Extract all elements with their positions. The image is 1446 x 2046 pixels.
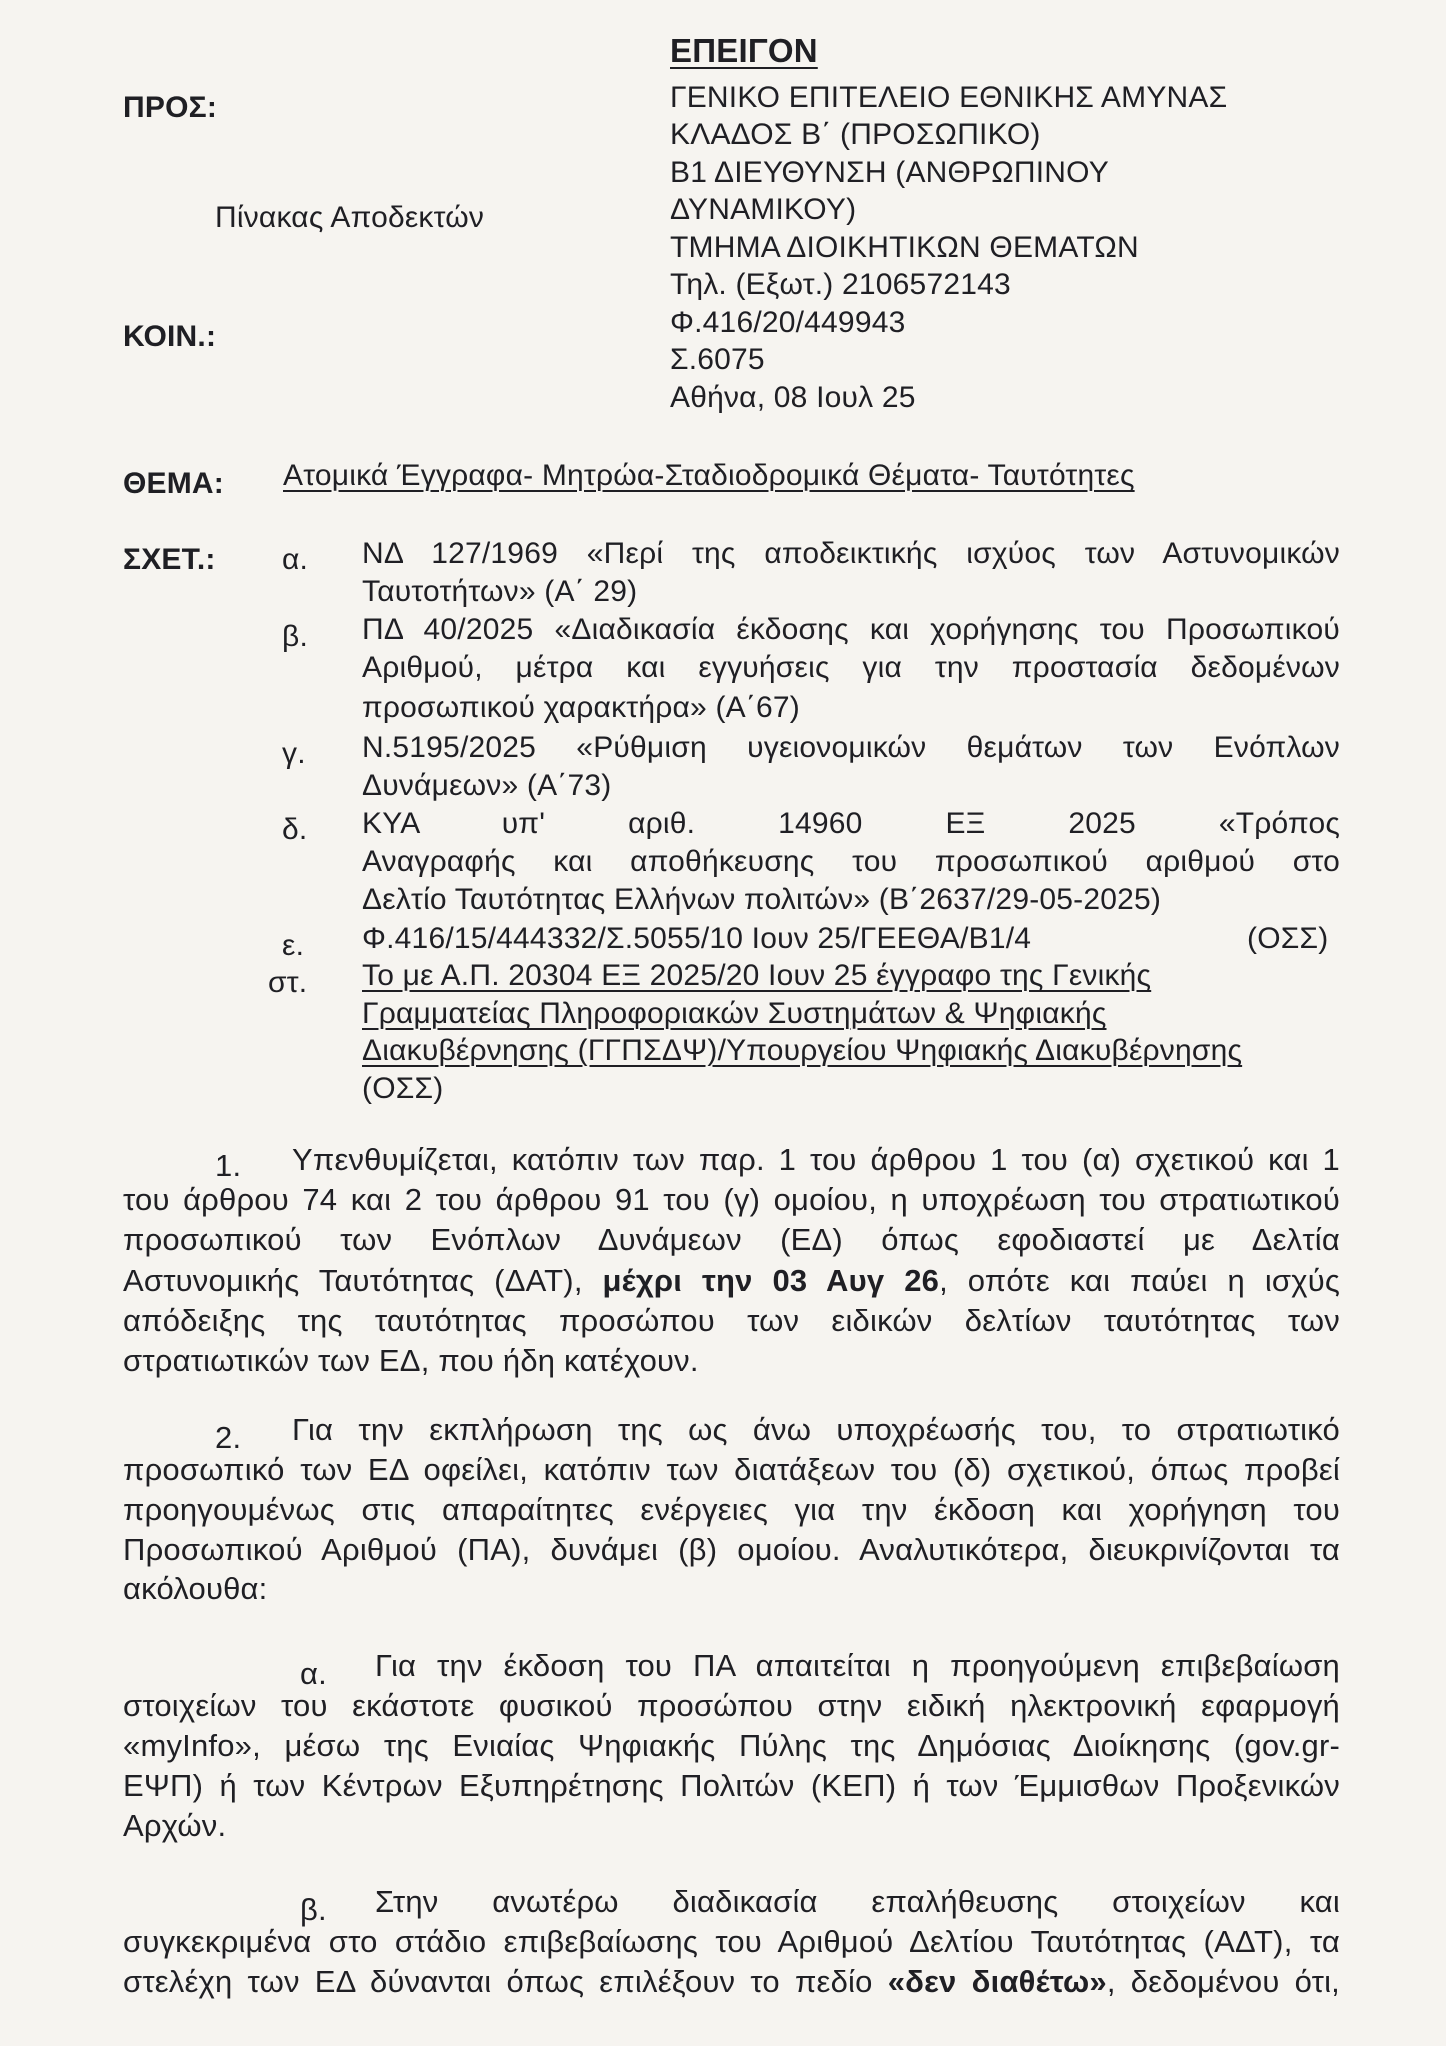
references-label: ΣΧΕΤ.: bbox=[123, 543, 216, 576]
paragraph-text: Αστυνομικής Ταυτότητας (ΔΑΤ), bbox=[123, 1263, 603, 1298]
reference-line: ΠΔ 40/2025 «Διαδικασία έκδοσης και χορήγησης του Προσωπικού bbox=[362, 613, 1340, 646]
reference-line: Ταυτοτήτων» (Α΄ 29) bbox=[362, 575, 638, 608]
paragraph-letter: α. bbox=[300, 1656, 327, 1691]
paragraph-line: Προσωπικού Αριθμού (ΠΑ), δυνάμει (β) ομοίου. Αναλυτικότερα, διευκρινίζονται τα bbox=[123, 1532, 1340, 1567]
sender-phone: Τηλ. (Εξωτ.) 2106572143 bbox=[670, 268, 1011, 301]
sender-line: ΔΥΝΑΜΙΚΟΥ) bbox=[670, 193, 857, 226]
sender-protocol: Σ.6075 bbox=[670, 343, 765, 376]
subject-text: Ατομικά Έγγραφα- Μητρώα-Σταδιοδρομικά Θέματα- Ταυτότητες bbox=[283, 459, 1135, 492]
option-text: «δεν διαθέτω» bbox=[887, 1964, 1107, 1999]
reference-line: Το με Α.Π. 20304 ΕΞ 2025/20 Ιουν 25 έγγραφο της Γενικής bbox=[362, 959, 1152, 992]
reference-letter: δ. bbox=[282, 813, 308, 846]
sender-line: ΚΛΑΔΟΣ Β΄ (ΠΡΟΣΩΠΙΚΟ) bbox=[670, 118, 1041, 151]
reference-letter: ε. bbox=[282, 929, 305, 962]
reference-line: Διακυβέρνησης (ΓΓΠΣΔΨ)/Υπουργείου Ψηφιακής Διακυβέρνησης bbox=[362, 1034, 1243, 1067]
paragraph-line: προσωπικό των ΕΔ οφείλει, κατόπιν των διατάξεων του (δ) σχετικού, όπως προβεί bbox=[123, 1452, 1340, 1487]
reference-line: Δελτίο Ταυτότητας Ελλήνων πολιτών» (Β΄2637/29-05-2025) bbox=[362, 883, 1162, 916]
paragraph-text: , δεδομένου ότι, bbox=[1106, 1964, 1340, 1999]
reference-line: Αριθμού, μέτρα και εγγυήσεις για την προστασία δεδομένων bbox=[362, 651, 1340, 684]
paragraph-number: 2. bbox=[215, 1420, 242, 1455]
paragraph-line: στρατιωτικών των ΕΔ, που ήδη κατέχουν. bbox=[123, 1343, 699, 1378]
sender-date: Αθήνα, 08 Ιουλ 25 bbox=[670, 381, 916, 414]
reference-letter: β. bbox=[282, 620, 308, 653]
reference-line: ΝΔ 127/1969 «Περί της αποδεικτικής ισχύος των Αστυνομικών bbox=[362, 537, 1340, 570]
sender-line: Β1 ΔΙΕΥΘΥΝΣΗ (ΑΝΘΡΩΠΙΝΟΥ bbox=[670, 156, 1109, 189]
sender-line: ΤΜΗΜΑ ΔΙΟΙΚΗΤΙΚΩΝ ΘΕΜΑΤΩΝ bbox=[670, 231, 1139, 264]
paragraph-line bbox=[123, 1964, 1340, 2000]
reference-line: Δυνάμεων» (Α΄73) bbox=[362, 769, 612, 802]
classification-label: ΕΠΕΙΓΟΝ bbox=[670, 32, 818, 69]
reference-line: Γραμματείας Πληροφοριακών Συστημάτων & Ψηφιακής bbox=[362, 997, 1107, 1030]
paragraph-text: , οπότε και παύει η ισχύς bbox=[939, 1263, 1341, 1298]
paragraph-number: 1. bbox=[215, 1148, 242, 1183]
sender-file-number: Φ.416/20/449943 bbox=[670, 306, 906, 339]
paragraph-line: «myInfo», μέσω της Ενιαίας Ψηφιακής Πύλης της Δημόσιας Διοίκησης (gov.gr- bbox=[123, 1728, 1340, 1763]
paragraph-line: Υπενθυμίζεται, κατόπιν των παρ. 1 του άρθρου 1 του (α) σχετικού και 1 bbox=[292, 1142, 1340, 1177]
paragraph-line: Για την έκδοση του ΠΑ απαιτείται η προηγούμενη επιβεβαίωση bbox=[375, 1648, 1340, 1683]
paragraph-text: στελέχη των ΕΔ δύνανται όπως επιλέξουν το πεδίο bbox=[123, 1964, 888, 1999]
paragraph-line: προηγουμένως στις απαραίτητες ενέργειες για την έκδοση και χορήγηση του bbox=[123, 1492, 1340, 1527]
reference-line: Αναγραφής και αποθήκευσης του προσωπικού αριθμού στο bbox=[362, 845, 1340, 878]
paragraph-line: ακόλουθα: bbox=[123, 1571, 268, 1606]
deadline-text: μέχρι την 03 Αυγ 26 bbox=[602, 1263, 940, 1298]
paragraph-line: Αρχών. bbox=[123, 1808, 227, 1843]
recipient-label: ΠΡΟΣ: bbox=[123, 91, 218, 124]
paragraph-line: του άρθρου 74 και 2 του άρθρου 91 του (γ) ομοίου, η υποχρέωση του στρατιωτικού bbox=[123, 1182, 1340, 1217]
reference-letter: γ. bbox=[282, 737, 306, 770]
paragraph-line: Για την εκπλήρωση της ως άνω υποχρέωσής του, το στρατιωτικό bbox=[292, 1412, 1340, 1447]
recipient-value: Πίνακας Αποδεκτών bbox=[215, 201, 485, 234]
sender-line: ΓΕΝΙΚΟ ΕΠΙΤΕΛΕΙΟ ΕΘΝΙΚΗΣ ΑΜΥΝΑΣ bbox=[670, 81, 1228, 114]
reference-line: ΚΥΑ υπ' αριθ. 14960 ΕΞ 2025 «Τρόπος bbox=[362, 807, 1340, 840]
paragraph-line: ΕΨΠ) ή των Κέντρων Εξυπηρέτησης Πολιτών (ΚΕΠ) ή των Έμμισθων Προξενικών bbox=[123, 1768, 1340, 1803]
reference-line: (ΟΣΣ) bbox=[1247, 922, 1329, 955]
reference-letter: στ. bbox=[268, 966, 308, 999]
paragraph-line: Στην ανωτέρω διαδικασία επαλήθευσης στοιχείων και bbox=[375, 1884, 1340, 1919]
paragraph-line: στοιχείων του εκάστοτε φυσικού προσώπου στην ειδική ηλεκτρονική εφαρμογή bbox=[123, 1688, 1340, 1723]
subject-label: ΘΕΜΑ: bbox=[123, 467, 224, 500]
paragraph-line: προσωπικού των Ενόπλων Δυνάμεων (ΕΔ) όπως εφοδιαστεί με Δελτία bbox=[123, 1222, 1340, 1257]
paragraph-line bbox=[123, 1263, 1340, 1299]
reference-line: (ΟΣΣ) bbox=[362, 1072, 444, 1105]
reference-letter: α. bbox=[282, 543, 309, 576]
reference-line: Ν.5195/2025 «Ρύθμιση υγειονομικών θεμάτων των Ενόπλων bbox=[362, 731, 1340, 764]
paragraph-line: συγκεκριμένα στο στάδιο επιβεβαίωσης του Αριθμού Δελτίου Ταυτότητας (ΑΔΤ), τα bbox=[123, 1924, 1340, 1959]
reference-line: προσωπικού χαρακτήρα» (Α΄67) bbox=[362, 691, 800, 724]
reference-line: Φ.416/15/444332/Σ.5055/10 Ιουν 25/ΓΕΕΘΑ/Β1/4 bbox=[362, 922, 1032, 955]
paragraph-line: απόδειξης της ταυτότητας προσώπου των ειδικών δελτίων ταυτότητας των bbox=[123, 1303, 1340, 1338]
paragraph-letter: β. bbox=[300, 1892, 327, 1927]
cc-label: ΚΟΙΝ.: bbox=[123, 320, 217, 353]
